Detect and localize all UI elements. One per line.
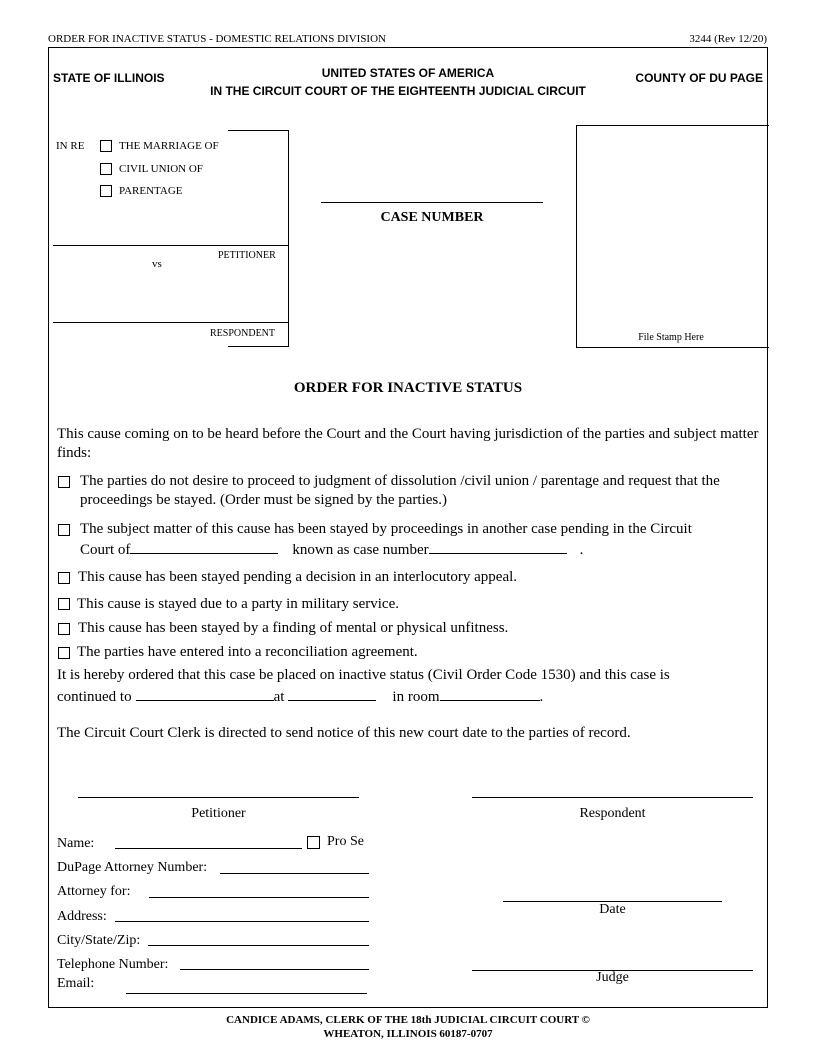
judge-label: Judge: [596, 970, 629, 985]
telephone-label: Telephone Number:: [57, 957, 169, 972]
in-room-label: in room: [392, 689, 440, 705]
stayed-other-case-checkbox[interactable]: [58, 524, 70, 536]
case-number-field[interactable]: [321, 202, 543, 203]
ordered-text: It is hereby ordered that this case be placed on inactive status (Civil Order Code 1530) and this case is: [57, 667, 670, 683]
city-state-zip-label: City/State/Zip:: [57, 933, 141, 948]
period-3: .: [539, 689, 544, 705]
respondent-caption-label: RESPONDENT: [210, 328, 276, 339]
name-field[interactable]: [115, 848, 302, 849]
attorney-for-field[interactable]: [149, 897, 369, 898]
caption-top-line: [228, 130, 288, 131]
respondent-signature-label: Respondent: [579, 806, 646, 821]
caption-bottom-line: [228, 346, 288, 347]
continued-to-label: continued to: [57, 689, 132, 705]
petitioner-signature-label: Petitioner: [191, 806, 246, 821]
caption-divider-1: [53, 245, 288, 246]
address-label: Address:: [57, 909, 107, 924]
clerk-notice-text: The Circuit Court Clerk is directed to send notice of this new court date to the parties of record.: [57, 725, 631, 741]
parentage-label: PARENTAGE: [119, 185, 183, 197]
stayed-other-case-text: The subject matter of this cause has been stayed by proceedings in another case pending in the Circuit: [80, 521, 692, 537]
intro-text: This cause coming on to be heard before the Court and the Court having jurisdiction of the parties and subject matter finds:: [57, 426, 759, 461]
attorney-for-label: Attorney for:: [57, 884, 131, 899]
city-state-zip-field[interactable]: [148, 945, 369, 946]
court-of-label: Court of: [80, 542, 131, 558]
clerk-footer: CANDICE ADAMS, CLERK OF THE 18th JUDICIAL CIRCUIT COURT ©: [226, 1014, 590, 1026]
file-stamp-label: File Stamp Here: [638, 332, 704, 343]
interlocutory-appeal-text: This cause has been stayed pending a decision in an interlocutory appeal.: [78, 569, 518, 585]
in-re-label: IN RE: [56, 140, 85, 152]
caption-divider-2: [53, 322, 288, 323]
not-proceed-checkbox[interactable]: [58, 476, 70, 488]
form-header-title: ORDER FOR INACTIVE STATUS - DOMESTIC RELATIONS DIVISION: [48, 33, 386, 45]
order-title: ORDER FOR INACTIVE STATUS: [293, 380, 523, 396]
pro-se-label: Pro Se: [327, 834, 364, 849]
room-field[interactable]: [440, 686, 540, 701]
unfitness-text: This cause has been stayed by a finding of mental or physical unfitness.: [78, 620, 509, 636]
marriage-label: THE MARRIAGE OF: [119, 140, 219, 152]
known-as-label: known as case number: [292, 542, 429, 558]
case-number-label: CASE NUMBER: [380, 210, 484, 225]
military-service-text: This cause is stayed due to a party in military service.: [77, 596, 399, 612]
date-label: Date: [599, 902, 626, 917]
dupage-number-label: DuPage Attorney Number:: [57, 860, 208, 875]
vs-label: vs: [152, 258, 162, 270]
form-number: 3244 (Rev 12/20): [689, 33, 767, 45]
petitioner-signature-field[interactable]: [78, 797, 359, 798]
clerk-address-footer: WHEATON, ILLINOIS 60187-0707: [323, 1028, 493, 1040]
country-label: UNITED STATES OF AMERICA: [321, 66, 495, 80]
petitioner-caption-label: PETITIONER: [218, 250, 276, 261]
continued-time-field[interactable]: [288, 686, 376, 701]
continued-line: [57, 686, 543, 707]
not-proceed-text: The parties do not desire to proceed to judgment of dissolution /civil union / parentage and request that the proceedings be stayed. (Order must be signed by the parties.): [80, 473, 720, 508]
unfitness-checkbox[interactable]: [58, 623, 70, 635]
parentage-checkbox[interactable]: [100, 185, 112, 197]
name-label: Name:: [57, 836, 95, 851]
file-stamp-box: [576, 125, 769, 348]
continued-date-field[interactable]: [136, 686, 274, 701]
county-label: COUNTY OF DU PAGE: [635, 71, 763, 85]
telephone-field[interactable]: [180, 969, 369, 970]
email-label: Email:: [57, 976, 95, 991]
court-of-field[interactable]: [130, 539, 278, 554]
state-label: STATE OF ILLINOIS: [53, 71, 165, 85]
circuit-label: IN THE CIRCUIT COURT OF THE EIGHTEENTH JUDICIAL CIRCUIT: [210, 84, 586, 98]
caption-right-border: [288, 130, 289, 347]
period-2: .: [579, 542, 584, 558]
pro-se-checkbox[interactable]: [307, 836, 320, 849]
respondent-signature-field[interactable]: [472, 797, 753, 798]
reconciliation-text: The parties have entered into a reconciliation agreement.: [77, 644, 418, 660]
reconciliation-checkbox[interactable]: [58, 647, 70, 659]
civil-union-label: CIVIL UNION OF: [119, 163, 203, 175]
at-label: at: [273, 689, 285, 705]
other-case-number-field[interactable]: [429, 539, 567, 554]
address-field[interactable]: [115, 921, 369, 922]
marriage-checkbox[interactable]: [100, 140, 112, 152]
email-field[interactable]: [126, 993, 367, 994]
dupage-number-field[interactable]: [220, 873, 369, 874]
interlocutory-appeal-checkbox[interactable]: [58, 572, 70, 584]
stayed-other-case-line2: [80, 539, 583, 560]
civil-union-checkbox[interactable]: [100, 163, 112, 175]
military-service-checkbox[interactable]: [58, 598, 70, 610]
